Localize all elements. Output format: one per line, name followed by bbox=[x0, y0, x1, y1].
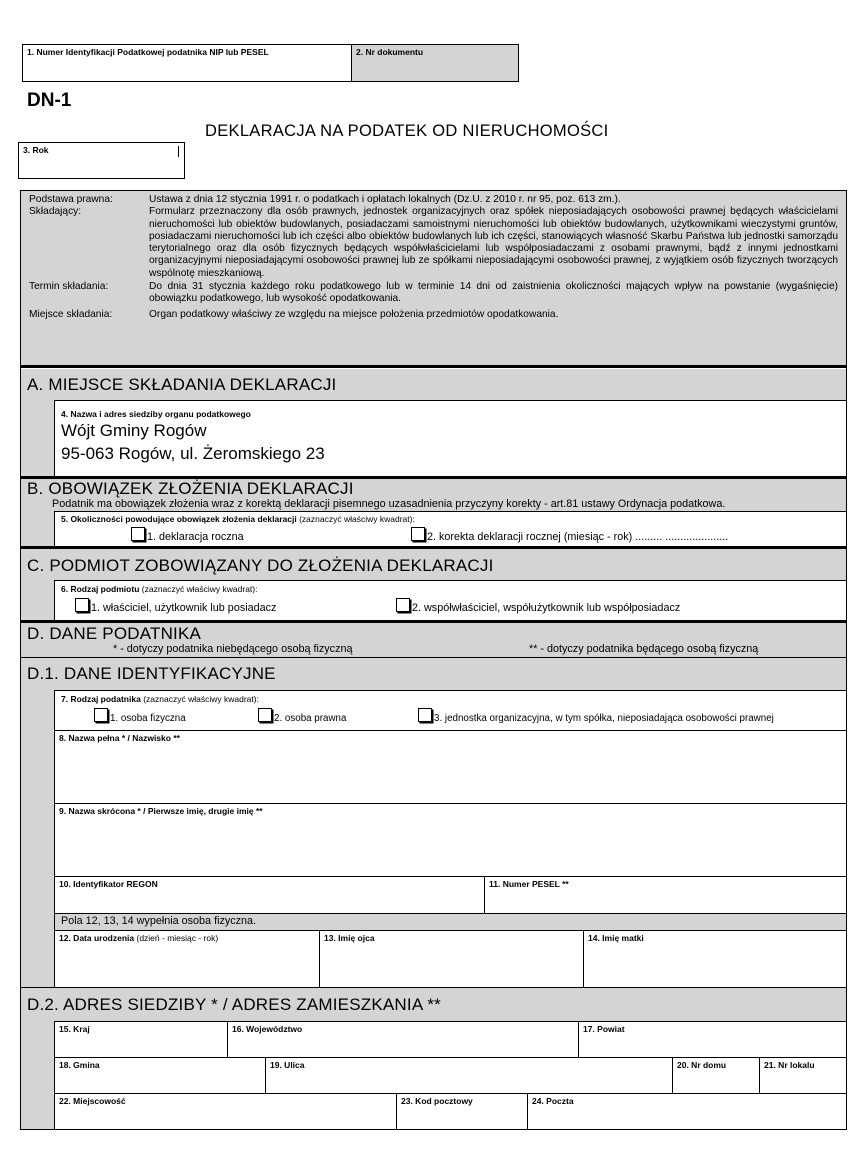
field17-label: 17. Powiat bbox=[583, 1024, 625, 1034]
section-d1-title: D.1. DANE IDENTYFIKACYJNE bbox=[21, 658, 846, 690]
checkbox-icon[interactable] bbox=[94, 708, 108, 722]
field6-hint: (zaznaczyć właściwy kwadrat): bbox=[141, 584, 258, 594]
section-b-note: Podatnik ma obowiązek złożenia wraz z korektą deklaracji pisemnego uzasadnienia przyczyny korekty - art.81 ustawy Ordynacja podatkowa. bbox=[52, 498, 726, 510]
field5-label: 5. Okoliczności powodujące obowiązek złożenia deklaracji bbox=[61, 514, 297, 524]
doc-number-label: 2. Nr dokumentu bbox=[356, 47, 424, 57]
section-d2-gutter bbox=[21, 1021, 54, 1129]
info-text: Formularz przeznaczony dla osób prawnych, jednostek organizacyjnych oraz spółek nieposiadających osobowości prawnej będących właścicielami nieruchomości lub obiektów budowlanych, posiadaczami samoistnymi nieruchomości lub obiektów budowlanych, użytkownikami wieczystymi gruntów, posiadaczami nieruchomości lub ich części albo obiektów budowlanych lub ich części, stanowiących własność Skarbu Państwa lub jednostki samorządu terytorialnego oraz dla osób fizycznych będących współwłaścicielami lub współposiadaczami z osobami prawnymi, bądź z innymi jednostkami organizacyjnymi nieposiadającymi osobowości prawnej lub ze spółkami nieposiadającymi osobowości prawnej, z wyjątkiem osób fizycznych tworzących wspólnotę mieszkaniową. bbox=[149, 206, 838, 279]
option-owner[interactable] bbox=[75, 598, 276, 614]
option-co-owner[interactable] bbox=[396, 598, 680, 614]
year-field[interactable] bbox=[18, 142, 185, 179]
field6-label: 6. Rodzaj podmiotu bbox=[61, 584, 140, 594]
field8-label: 8. Nazwa pełna * / Nazwisko ** bbox=[59, 733, 180, 743]
checkbox-icon[interactable] bbox=[396, 598, 410, 612]
info-row bbox=[29, 206, 838, 280]
section-d1-gutter bbox=[21, 690, 54, 987]
option-owner-label: 1. właściciel, użytkownik lub posiadacz bbox=[91, 602, 277, 614]
option-natural-person-label: 1. osoba fizyczna bbox=[110, 713, 186, 724]
office-line-1: Wójt Gminy Rogów bbox=[61, 421, 207, 440]
pola-note: Pola 12, 13, 14 wypełnia osoba fizyczna. bbox=[61, 915, 257, 927]
field14-label: 14. Imię matki bbox=[588, 933, 644, 943]
field13-label: 13. Imię ojca bbox=[324, 933, 375, 943]
section-d-title: D. DANE PODATNIKA bbox=[27, 624, 202, 643]
field22-label: 22. Miejscowość bbox=[59, 1096, 126, 1106]
office-line-2: 95-063 Rogów, ul. Żeromskiego 23 bbox=[61, 444, 325, 463]
year-label: 3. Rok bbox=[23, 145, 49, 155]
checkbox-icon[interactable] bbox=[411, 527, 425, 541]
postal-code-field[interactable] bbox=[396, 1093, 527, 1129]
year-divider bbox=[178, 146, 179, 157]
field18-label: 18. Gmina bbox=[59, 1060, 100, 1070]
page-title: DEKLARACJA NA PODATEK OD NIERUCHOMOŚCI bbox=[205, 122, 609, 140]
info-text: Organ podatkowy właściwy ze względu na miejsce położenia przedmiotów opodatkowania. bbox=[149, 308, 559, 320]
info-row bbox=[29, 306, 838, 321]
option-annual[interactable] bbox=[131, 527, 244, 543]
field19-label: 19. Ulica bbox=[270, 1060, 305, 1070]
info-label: Składający: bbox=[29, 206, 82, 218]
checkbox-icon[interactable] bbox=[131, 527, 145, 541]
section-divider bbox=[21, 365, 846, 368]
short-name-field[interactable] bbox=[54, 803, 846, 876]
field9-label: 9. Nazwa skrócona * / Pierwsze imię, drugie imię ** bbox=[59, 806, 263, 816]
checkbox-icon[interactable] bbox=[75, 598, 89, 612]
doc-number-field bbox=[351, 44, 519, 82]
taxpayer-type-field bbox=[54, 690, 846, 730]
section-a-gutter bbox=[21, 400, 54, 476]
option-org-unit[interactable] bbox=[418, 708, 774, 724]
house-number-field[interactable] bbox=[672, 1057, 759, 1093]
field10-label: 10. Identyfikator REGON bbox=[59, 879, 158, 889]
field15-label: 15. Kraj bbox=[59, 1024, 90, 1034]
field12-label: 12. Data urodzenia bbox=[59, 933, 135, 943]
circumstances-field bbox=[54, 511, 846, 546]
option-legal-person-label: 2. osoba prawna bbox=[274, 713, 347, 724]
info-text: Do dnia 31 stycznia każdego roku podatkowego lub w terminie 14 dni od zaistnienia okoliczności mających wpływ na powstanie (wygaśnięcie) obowiązku podatkowego, lub wysokość opodatkowania. bbox=[149, 281, 838, 305]
section-b-gutter bbox=[21, 511, 54, 546]
info-block bbox=[21, 191, 846, 365]
pola-note-row bbox=[54, 913, 846, 930]
info-row bbox=[29, 194, 838, 206]
option-co-owner-label: 2. współwłaściciel, współużytkownik lub współposiadacz bbox=[412, 602, 681, 614]
info-label: Podstawa prawna: bbox=[29, 194, 113, 205]
father-name-field[interactable] bbox=[319, 930, 583, 987]
section-d2-title: D.2. ADRES SIEDZIBY * / ADRES ZAMIESZKANIA ** bbox=[21, 987, 846, 1021]
city-field[interactable] bbox=[54, 1093, 396, 1129]
section-c-gutter bbox=[21, 580, 54, 620]
office-field[interactable] bbox=[54, 400, 846, 476]
section-d-note-1: * - dotyczy podatnika niebędącego osobą fizyczną bbox=[113, 643, 353, 655]
form-code: DN-1 bbox=[27, 90, 72, 111]
info-row bbox=[29, 280, 838, 306]
option-annual-label: 1. deklaracja roczna bbox=[147, 531, 244, 543]
voivodeship-field[interactable] bbox=[227, 1021, 578, 1057]
field16-label: 16. Województwo bbox=[232, 1024, 303, 1034]
option-natural-person[interactable] bbox=[94, 708, 186, 724]
country-field[interactable] bbox=[54, 1021, 227, 1057]
field12-hint: (dzień - miesiąc - rok) bbox=[136, 933, 219, 943]
office-label: 4. Nazwa i adres siedziby organu podatkowego bbox=[61, 409, 251, 419]
nip-label: 1. Numer Identyfikacji Podatkowej podatnika NIP lub PESEL bbox=[27, 47, 269, 57]
section-a-title: A. MIEJSCE SKŁADANIA DEKLARACJI bbox=[21, 369, 846, 400]
checkbox-icon[interactable] bbox=[258, 708, 272, 722]
county-field[interactable] bbox=[578, 1021, 846, 1057]
section-b-title: B. OBOWIĄZEK ZŁOŻENIA DEKLARACJI bbox=[27, 479, 354, 498]
pesel-field[interactable] bbox=[484, 876, 846, 913]
checkbox-icon[interactable] bbox=[418, 708, 432, 722]
post-office-field[interactable] bbox=[527, 1093, 846, 1129]
info-label: Miejsce składania: bbox=[29, 308, 113, 320]
field7-label: 7. Rodzaj podatnika bbox=[61, 694, 141, 704]
option-org-unit-label: 3. jednostka organizacyjna, w tym spółka, nieposiadająca osobowości prawnej bbox=[434, 713, 774, 724]
field11-label: 11. Numer PESEL ** bbox=[489, 879, 569, 889]
field7-hint: (zaznaczyć właściwy kwadrat): bbox=[143, 694, 259, 704]
section-c-title: C. PODMIOT ZOBOWIĄZANY DO ZŁOŻENIA DEKLARACJI bbox=[21, 549, 846, 580]
street-field[interactable] bbox=[265, 1057, 672, 1093]
option-correction[interactable] bbox=[411, 527, 728, 543]
info-text: Ustawa z dnia 12 stycznia 1991 r. o podatkach i opłatach lokalnych (Dz.U. z 2010 r. nr 95, poz. 613 zm.). bbox=[149, 194, 621, 205]
field20-label: 20. Nr domu bbox=[677, 1060, 727, 1070]
field5-hint: (zaznaczyć właściwy kwadrat): bbox=[299, 514, 415, 524]
mother-name-field[interactable] bbox=[583, 930, 846, 987]
field23-label: 23. Kod pocztowy bbox=[401, 1096, 473, 1106]
section-d-header bbox=[21, 623, 846, 657]
regon-field[interactable] bbox=[54, 876, 484, 913]
apartment-number-field[interactable] bbox=[759, 1057, 846, 1093]
field21-label: 21. Nr lokalu bbox=[764, 1060, 815, 1070]
commune-field[interactable] bbox=[54, 1057, 265, 1093]
birth-date-field[interactable] bbox=[54, 930, 319, 987]
option-legal-person[interactable] bbox=[258, 708, 346, 724]
option-correction-label: 2. korekta deklaracji rocznej (miesiąc - rok) ......... ..................... bbox=[427, 531, 729, 543]
section-d-note-2: ** - dotyczy podatnika będącego osobą fizyczną bbox=[529, 643, 759, 655]
field24-label: 24. Poczta bbox=[532, 1096, 574, 1106]
nip-field[interactable] bbox=[22, 44, 352, 82]
section-b-header bbox=[21, 479, 846, 511]
entity-type-field bbox=[54, 580, 846, 620]
info-label: Termin składania: bbox=[29, 281, 109, 293]
full-name-field[interactable] bbox=[54, 730, 846, 803]
